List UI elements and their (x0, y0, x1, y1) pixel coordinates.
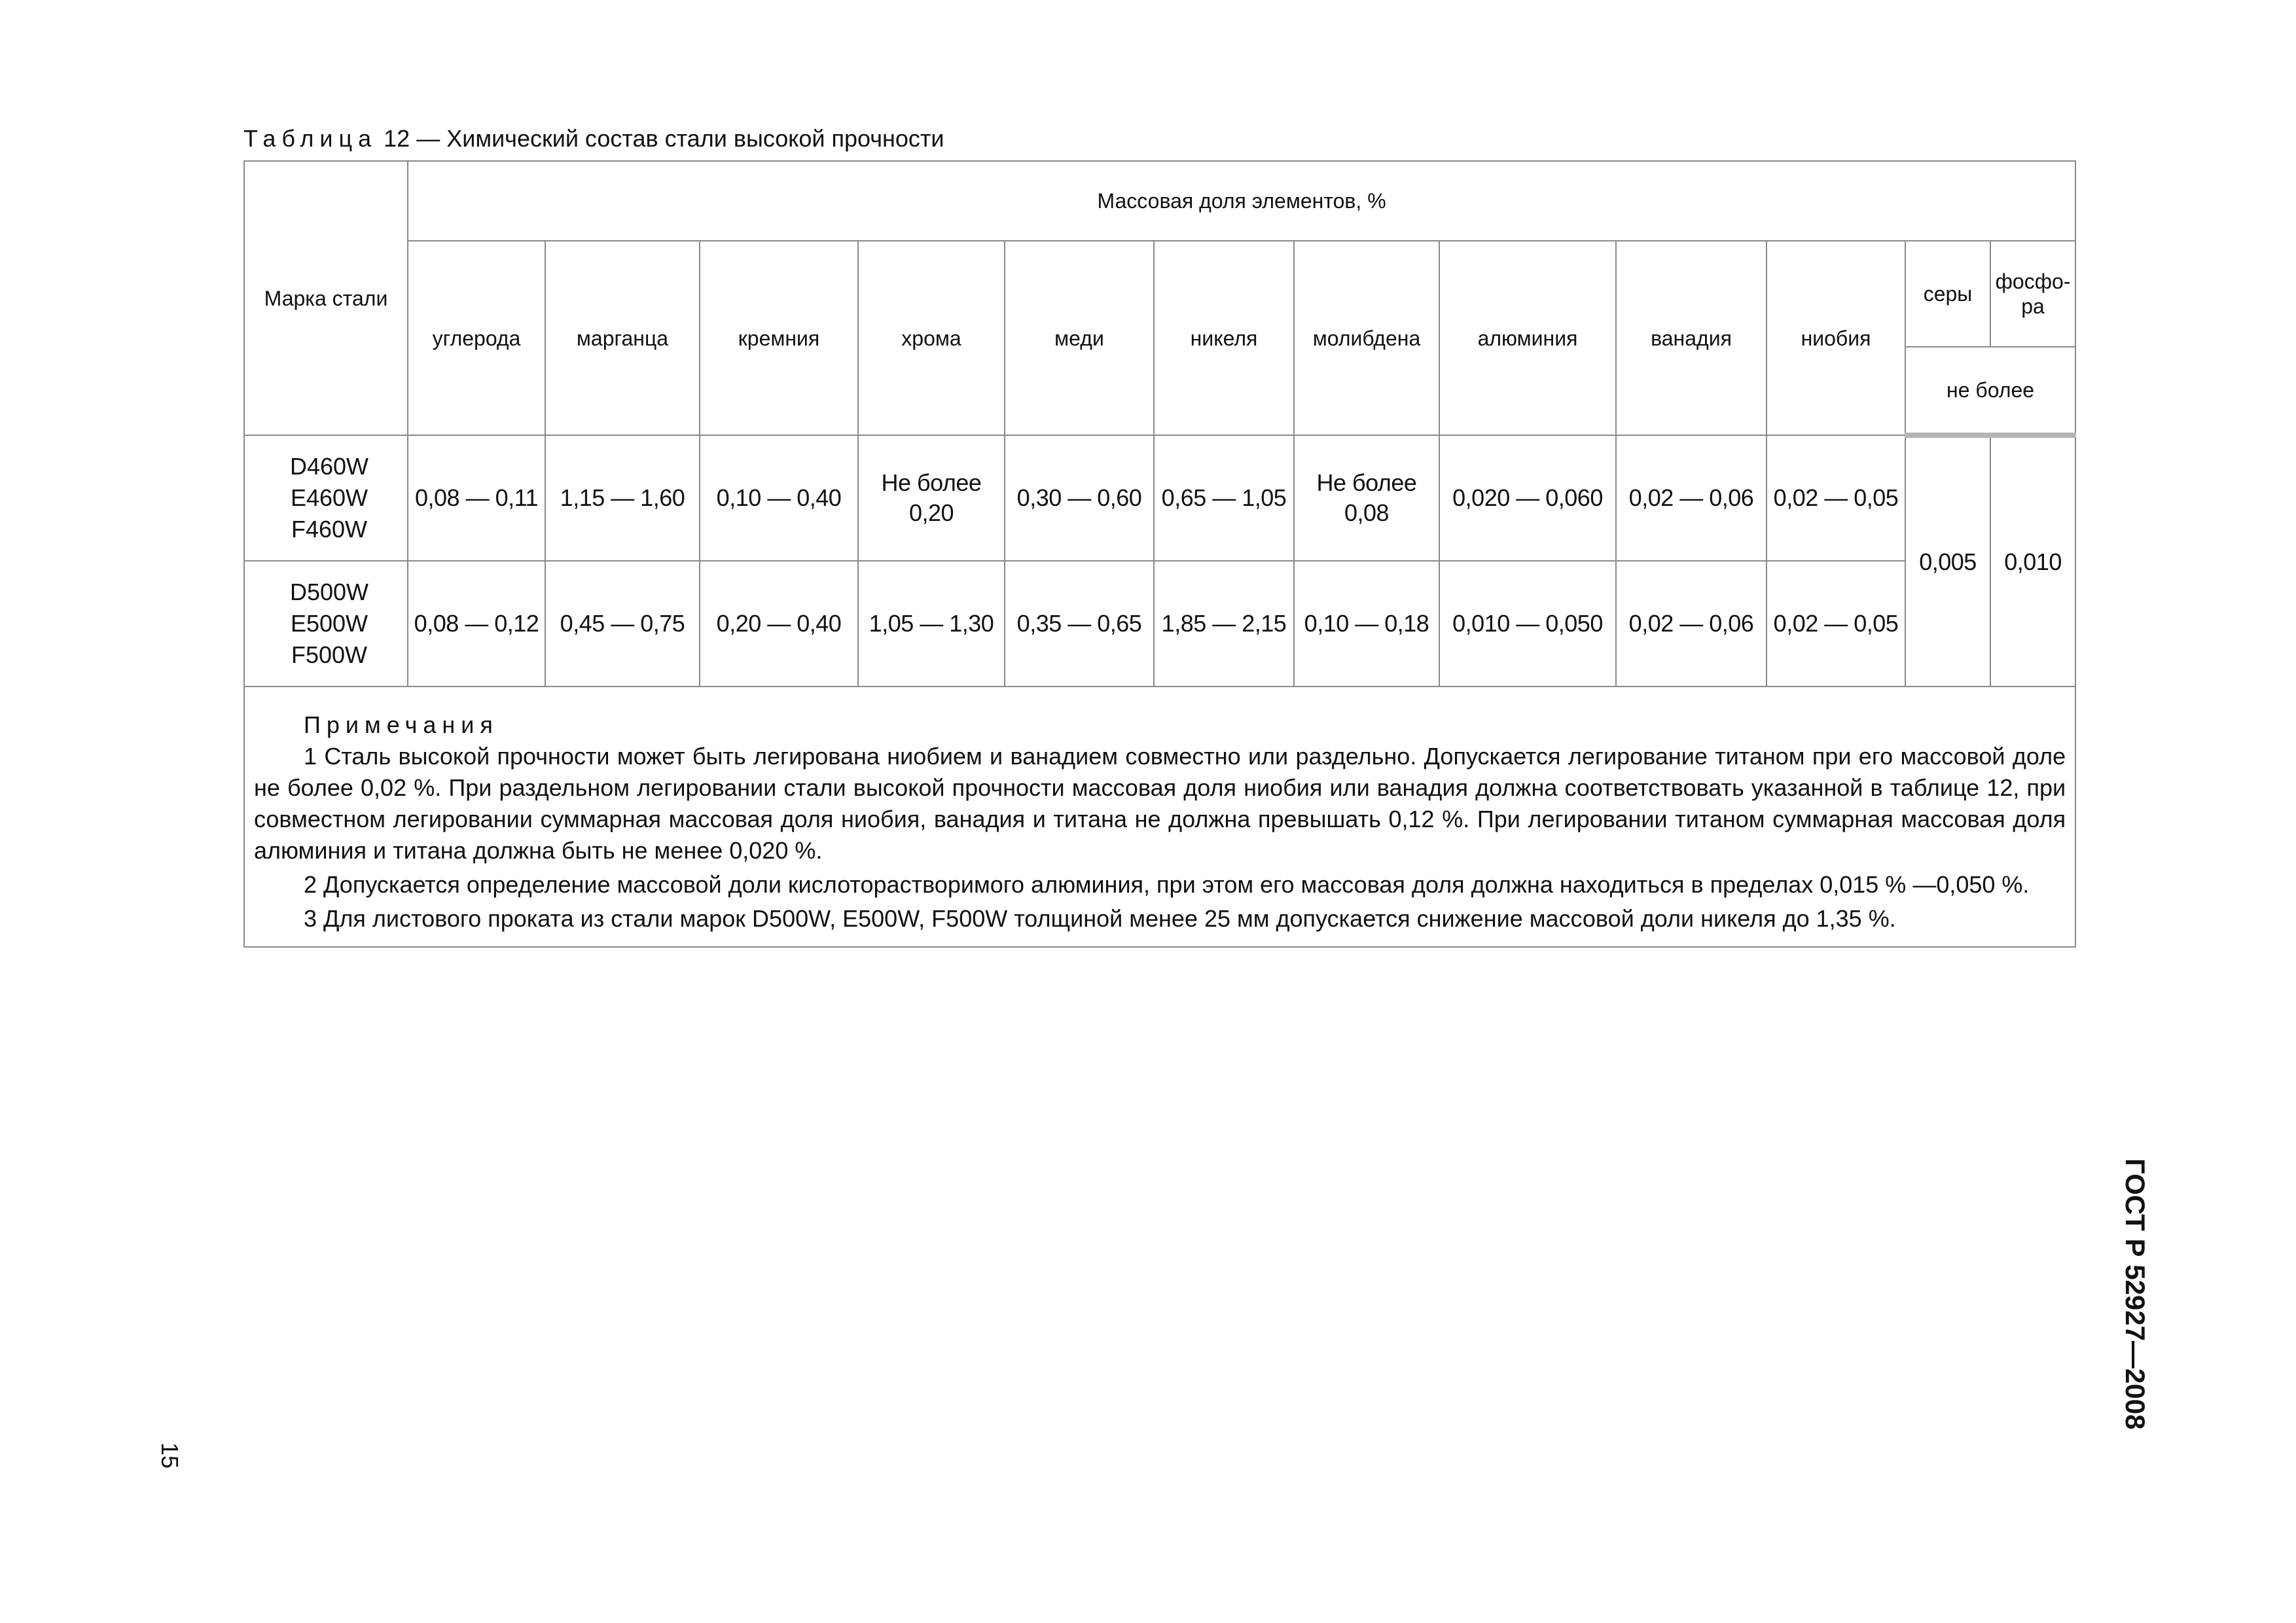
phosphorus-value: 0,010 (1990, 435, 2075, 687)
steel-grade-cell (244, 561, 408, 687)
molybdenum-value: Не более 0,08 (1294, 435, 1439, 561)
header-aluminium: алюминия (1439, 241, 1616, 435)
chromium-value: 1,05 — 1,30 (858, 561, 1005, 687)
header-nickel: никеля (1154, 241, 1294, 435)
silicon-value: 0,10 — 0,40 (700, 435, 858, 561)
manganese-value: 0,45 — 0,75 (545, 561, 700, 687)
vanadium-value: 0,02 — 0,06 (1616, 435, 1767, 561)
chromium-value: Не более 0,20 (858, 435, 1005, 561)
note-item: 1 Сталь высокой прочности может быть легирована ниобием и ванадием совместно или раздельно. Допускается легирование титаном при его массовой доле не более 0,02 %. При раздельном легировании стали высокой прочности массовая доля ниобия или ванадия должна соответствовать указанной в таблице 12, при совместном легировании суммарная массовая доля ниобия, ванадия и титана не должна превышать 0,12 %. При легировании титаном суммарная массовая доля алюминия и титана должна быть не менее 0,020 %. (254, 743, 2066, 864)
header-sulfur: серы (1905, 241, 1990, 347)
carbon-value: 0,08 — 0,11 (408, 435, 545, 561)
header-silicon: кремния (700, 241, 858, 435)
steel-grade: E500W (290, 610, 368, 637)
steel-grade: F500W (291, 641, 368, 668)
table-caption (243, 124, 944, 153)
header-row-2 (244, 241, 2075, 347)
header-max-label: не более (1905, 347, 2075, 435)
document-code: ГОСТ Р 52927—2008 (2120, 1158, 2151, 1430)
nickel-value: 1,85 — 2,15 (1154, 561, 1294, 687)
steel-grade: E460W (290, 484, 368, 511)
copper-value: 0,35 — 0,65 (1005, 561, 1154, 687)
steel-grade: F460W (291, 516, 368, 543)
notes-row (244, 687, 2075, 947)
sulfur-value: 0,005 (1905, 435, 1990, 687)
header-molybdenum: молибдена (1294, 241, 1439, 435)
notes-title: Примечания (304, 711, 499, 738)
table-row (244, 435, 2075, 561)
table-caption-text: 12 — Химический состав стали высокой прочности (377, 125, 944, 152)
document-code-block (2118, 1158, 2157, 1446)
manganese-value: 1,15 — 1,60 (545, 435, 700, 561)
header-steel-grade: Марка стали (244, 161, 408, 435)
chemical-composition-table (243, 160, 2076, 948)
niobium-value: 0,02 — 0,05 (1767, 435, 1905, 561)
silicon-value: 0,20 — 0,40 (700, 561, 858, 687)
header-row-1 (244, 161, 2075, 241)
note-item: 3 Для листового проката из стали марок D500W, E500W, F500W толщиной менее 25 мм допускается снижение массовой доли никеля до 1,35 %. (304, 905, 1896, 932)
steel-grade: D500W (289, 579, 369, 605)
header-manganese: марганца (545, 241, 700, 435)
copper-value: 0,30 — 0,60 (1005, 435, 1154, 561)
steel-grade: D460W (289, 453, 369, 480)
steel-grade-cell (244, 435, 408, 561)
header-carbon: углерода (408, 241, 545, 435)
molybdenum-value: 0,10 — 0,18 (1294, 561, 1439, 687)
aluminium-value: 0,020 — 0,060 (1439, 435, 1616, 561)
header-copper: меди (1005, 241, 1154, 435)
nickel-value: 0,65 — 1,05 (1154, 435, 1294, 561)
table-row (244, 561, 2075, 687)
niobium-value: 0,02 — 0,05 (1767, 561, 1905, 687)
notes-cell (244, 687, 2075, 947)
header-mass-fraction: Массовая доля элементов, % (408, 161, 2075, 241)
header-niobium: ниобия (1767, 241, 1905, 435)
aluminium-value: 0,010 — 0,050 (1439, 561, 1616, 687)
note-item: 2 Допускается определение массовой доли кислоторастворимого алюминия, при этом его массовая доля должна находиться в пределах 0,015 % —0,050 %. (304, 871, 2030, 898)
header-vanadium: ванадия (1616, 241, 1767, 435)
table-caption-prefix: Таблица (243, 125, 378, 152)
carbon-value: 0,08 — 0,12 (408, 561, 545, 687)
header-phosphorus: фосфо- ра (1990, 241, 2075, 347)
page-number-block (156, 1407, 212, 1469)
header-chromium: хрома (858, 241, 1005, 435)
page-number: 15 (156, 1442, 183, 1469)
vanadium-value: 0,02 — 0,06 (1616, 561, 1767, 687)
